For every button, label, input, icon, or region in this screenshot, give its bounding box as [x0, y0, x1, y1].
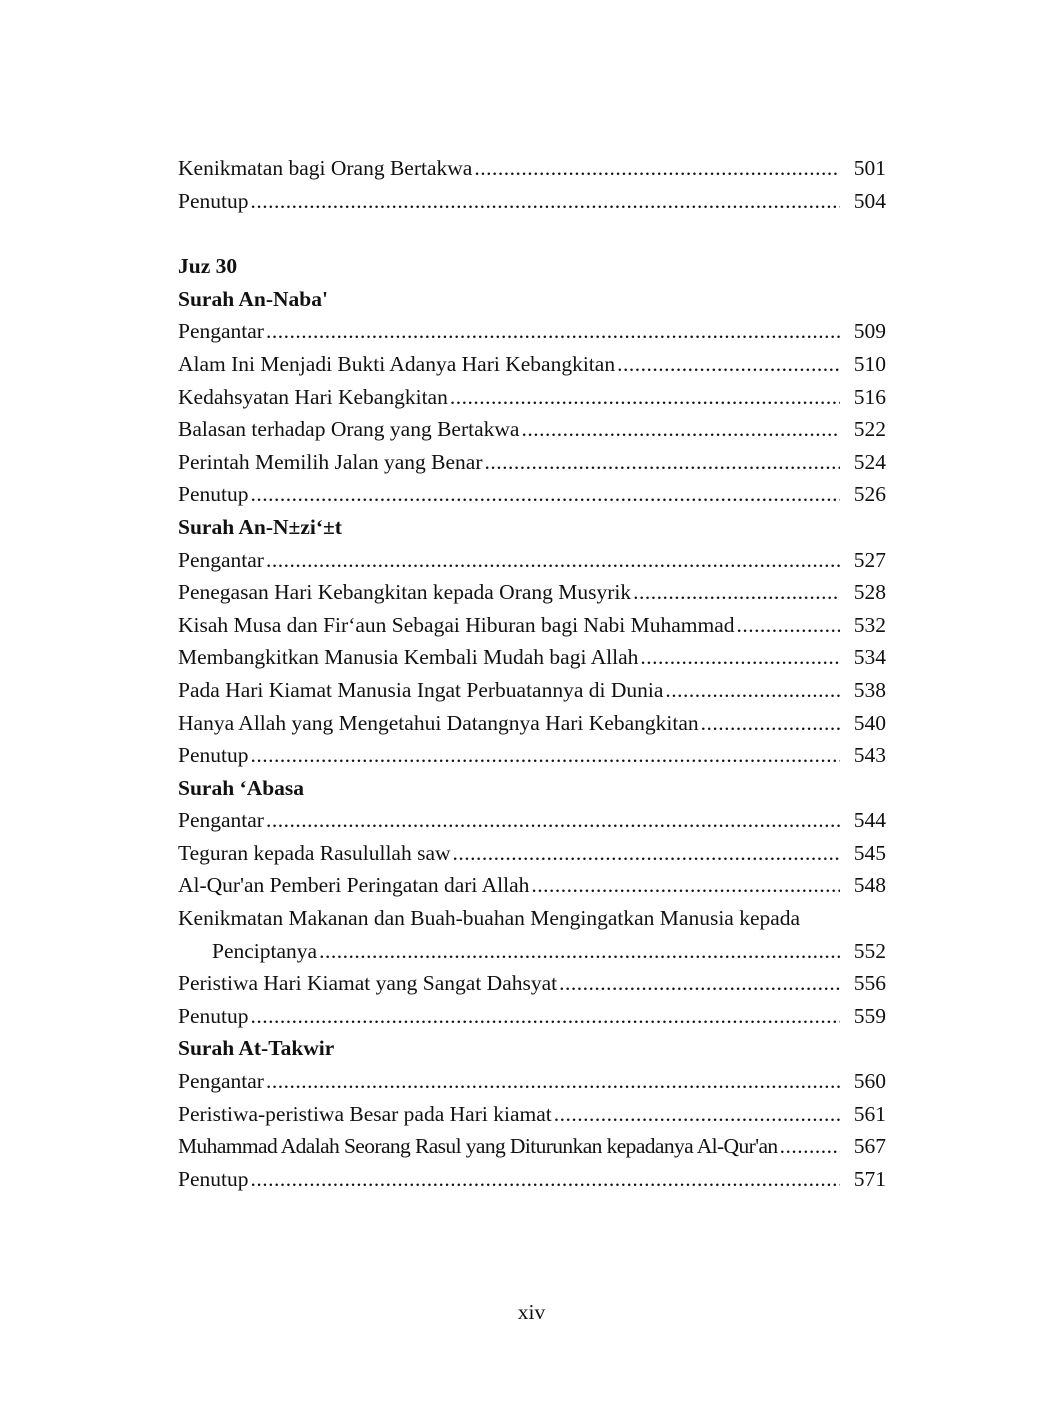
toc-entry-label: Pada Hari Kiamat Manusia Ingat Perbuatannya di Dunia: [178, 677, 664, 702]
toc-entry[interactable]: [178, 348, 886, 381]
toc-entry-label: Alam Ini Menjadi Bukti Adanya Hari Kebangkitan: [178, 351, 616, 376]
toc-entry-page: 540: [853, 710, 886, 735]
table-of-contents: [178, 152, 886, 1195]
toc-entry-page: 544: [853, 808, 886, 833]
toc-entry-page: 527: [853, 547, 886, 572]
toc-entry-label: Penutup: [178, 482, 249, 507]
toc-entry-label: Pengantar: [178, 808, 264, 833]
toc-entry[interactable]: [178, 1163, 886, 1196]
toc-entry-label: Al-Qur'an Pemberi Peringatan dari Allah: [178, 873, 530, 898]
toc-entry[interactable]: [178, 1130, 886, 1163]
toc-entry-page: 561: [853, 1101, 886, 1126]
leader-dots: [737, 609, 841, 642]
toc-entry-page: 504: [853, 188, 886, 213]
toc-entry-wrapped-line1[interactable]: Kenikmatan Makanan dan Buah-buahan Mengingatkan Manusia kepada: [178, 906, 801, 931]
leader-dots: [617, 348, 840, 381]
toc-entry[interactable]: [178, 739, 886, 772]
leader-dots: [266, 1065, 840, 1098]
leader-dots: [474, 152, 840, 185]
toc-entry[interactable]: [178, 1065, 886, 1098]
toc-entry-page: 567: [853, 1134, 886, 1159]
leader-dots: [250, 478, 840, 511]
toc-entry[interactable]: [178, 967, 886, 1000]
toc-entry[interactable]: [178, 185, 886, 218]
leader-dots: [559, 967, 840, 1000]
toc-entry-label: Penutup: [178, 743, 249, 768]
toc-entry-page: 556: [853, 971, 886, 996]
toc-entry[interactable]: [178, 381, 886, 414]
toc-entry[interactable]: [178, 674, 886, 707]
toc-entry[interactable]: [178, 478, 886, 511]
toc-entry-page: 516: [853, 384, 886, 409]
toc-entry[interactable]: [178, 869, 886, 902]
toc-entry-label: Penutup: [178, 1003, 249, 1028]
leader-dots: [633, 576, 840, 609]
surah-heading-abasa: Surah ‘Abasa: [178, 775, 305, 800]
toc-entry-label: Penegasan Hari Kebangkitan kepada Orang Musyrik: [178, 580, 632, 605]
leader-dots: [453, 837, 840, 870]
toc-entry[interactable]: [178, 576, 886, 609]
toc-entry-label: Hanya Allah yang Mengetahui Datangnya Hari Kebangkitan: [178, 710, 699, 735]
toc-entry-label: Pengantar: [178, 319, 264, 344]
toc-entry[interactable]: [178, 707, 886, 740]
leader-dots: [531, 869, 840, 902]
toc-entry-page: 552: [853, 938, 886, 963]
leader-dots: [266, 544, 840, 577]
leader-dots: [266, 804, 840, 837]
toc-entry-page: 560: [853, 1069, 886, 1094]
leader-dots: [554, 1098, 840, 1131]
toc-entry[interactable]: [178, 413, 886, 446]
toc-entry-page: 532: [853, 612, 886, 637]
leader-dots: [780, 1130, 840, 1163]
toc-entry-page: 543: [853, 743, 886, 768]
leader-dots: [521, 413, 840, 446]
toc-entry-label: Perintah Memilih Jalan yang Benar: [178, 449, 483, 474]
toc-entry-label: Penutup: [178, 1166, 249, 1191]
leader-dots: [485, 446, 840, 479]
toc-entry-label: Kisah Musa dan Fir‘aun Sebagai Hiburan bagi Nabi Muhammad: [178, 612, 735, 637]
toc-entry-label: Penutup: [178, 188, 249, 213]
page-number: xiv: [517, 1300, 546, 1324]
toc-entry-page: 545: [853, 840, 886, 865]
leader-dots: [665, 674, 840, 707]
leader-dots: [640, 641, 840, 674]
toc-entry-label: Peristiwa Hari Kiamat yang Sangat Dahsyat: [178, 971, 558, 996]
toc-entry[interactable]: [178, 1000, 886, 1033]
toc-entry-label: Kedahsyatan Hari Kebangkitan: [178, 384, 448, 409]
leader-dots: [250, 1000, 840, 1033]
toc-entry[interactable]: [178, 152, 886, 185]
toc-entry[interactable]: [178, 837, 886, 870]
toc-entry-label: Teguran kepada Rasulullah saw: [178, 840, 451, 865]
toc-entry-label: Kenikmatan bagi Orang Bertakwa: [178, 156, 473, 180]
leader-dots: [250, 185, 840, 218]
toc-entry-page: 509: [853, 319, 886, 344]
toc-entry[interactable]: [178, 935, 886, 968]
juz-heading: Juz 30: [178, 254, 238, 279]
toc-entry-label: Pengantar: [178, 1069, 264, 1094]
toc-entry-page: 501: [853, 156, 886, 180]
toc-entry-page: 510: [853, 351, 886, 376]
toc-entry-label: Penciptanya: [212, 938, 318, 963]
surah-heading-naziat: Surah An-N±zi‘±t: [178, 514, 342, 539]
toc-entry-page: 526: [853, 482, 886, 507]
toc-entry[interactable]: [178, 609, 886, 642]
toc-entry[interactable]: [178, 641, 886, 674]
toc-entry-page: 528: [853, 580, 886, 605]
toc-entry-label: Balasan terhadap Orang yang Bertakwa: [178, 417, 520, 442]
toc-entry[interactable]: [178, 315, 886, 348]
spacer: [178, 217, 886, 250]
leader-dots: [250, 1163, 840, 1196]
toc-entry-label: Peristiwa-peristiwa Besar pada Hari kiamat: [178, 1101, 552, 1126]
leader-dots: [701, 707, 840, 740]
surah-heading-takwir: Surah At-Takwir: [178, 1036, 335, 1061]
toc-entry[interactable]: [178, 446, 886, 479]
toc-entry[interactable]: [178, 544, 886, 577]
toc-entry-page: 534: [853, 645, 886, 670]
toc-entry-label: Muhammad Adalah Seorang Rasul yang Diturunkan kepadanya Al-Qur'an: [178, 1134, 778, 1159]
surah-heading-naba: Surah An-Naba': [178, 286, 328, 311]
toc-entry-page: 538: [853, 677, 886, 702]
toc-entry-page: 559: [853, 1003, 886, 1028]
toc-entry-page: 522: [853, 417, 886, 442]
leader-dots: [250, 739, 840, 772]
toc-entry-page: 571: [853, 1166, 886, 1191]
leader-dots: [450, 381, 840, 414]
leader-dots: [319, 935, 840, 968]
toc-entry-label: Pengantar: [178, 547, 264, 572]
toc-entry[interactable]: [178, 1098, 886, 1131]
leader-dots: [266, 315, 840, 348]
toc-entry[interactable]: [178, 804, 886, 837]
toc-entry-label: Membangkitkan Manusia Kembali Mudah bagi Allah: [178, 645, 639, 670]
toc-entry-page: 524: [853, 449, 886, 474]
toc-entry-page: 548: [853, 873, 886, 898]
